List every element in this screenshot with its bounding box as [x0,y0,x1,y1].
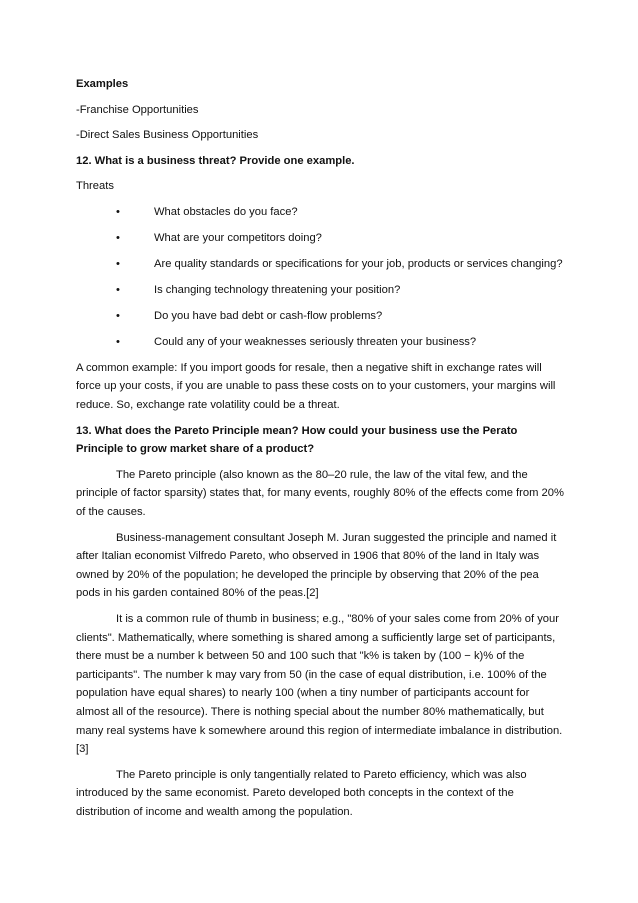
bullet-icon: • [116,231,120,244]
list-item [76,333,564,352]
list-item [76,281,564,300]
bullet-text: What are your competitors doing? [154,231,322,244]
bullet-icon: • [116,283,120,296]
example-item-franchise: -Franchise Opportunities [76,103,199,116]
list-item [76,307,564,326]
list-item [76,203,564,222]
bullet-text: Is changing technology threatening your position? [154,283,401,296]
pareto-paragraph-2: Business-management consultant Joseph M. Juran suggested the principle and named it after Italian economist Vilfredo Pareto, who observed in 1906 that 80% of the land in Italy was owned by 20% of the population; he developed the principle by observing that 20% of the pea pods in his garden contained 80% of the peas.[2] [76,531,557,600]
bullet-text: Do you have bad debt or cash-flow problems? [154,309,383,322]
threat-example-paragraph: A common example: If you import goods for resale, then a negative shift in exchange rates will force up your costs, if you are unable to pass these costs on to your customers, your margins will reduce. So, exchange rate volatility could be a threat. [76,361,556,412]
bullet-icon: • [116,205,120,218]
pareto-paragraph-4: The Pareto principle is only tangentially related to Pareto efficiency, which was also introduced by the same economist. Pareto developed both concepts in the context of the distribution of income and wealth among the population. [76,768,527,818]
list-item [76,229,564,248]
bullet-icon: • [116,335,120,348]
question-12-heading: 12. What is a business threat? Provide one example. [76,154,355,167]
pareto-paragraph-3: It is a common rule of thumb in business; e.g., "80% of your sales come from 20% of your clients". Mathematically, where something is shared among a sufficiently large set of participants, there must be a number k between 50 and 100 such that "k% is taken by (100 − k)% of the participants". The number k may vary from 50 (in the case of equal distribution, i.e. 100% of the population have equal shares) to nearly 100 (when a tiny number of participants account for almost all of the resource). There is nothing special about the number 80% mathematically, but many real systems have k somewhere around this region of intermediate imbalance in distribution.[3] [76,613,563,756]
bullet-icon: • [116,257,120,270]
examples-heading: Examples [76,78,129,90]
bullet-text: Could any of your weaknesses seriously threaten your business? [154,335,477,348]
document-page [76,75,564,829]
threats-bullet-list [76,203,564,352]
bullet-icon: • [116,309,120,322]
list-item [76,255,564,274]
bullet-text: Are quality standards or specifications for your job, products or services changing? [154,257,563,270]
example-item-direct-sales: -Direct Sales Business Opportunities [76,129,259,142]
pareto-paragraph-1: The Pareto principle (also known as the 80–20 rule, the law of the vital few, and the principle of factor sparsity) states that, for many events, roughly 80% of the effects come from 20% of the causes. [76,468,564,519]
bullet-text: What obstacles do you face? [154,205,298,218]
threats-label: Threats [76,180,114,193]
question-13-heading: 13. What does the Pareto Principle mean? How could your business use the Perato Principle to grow market share of a product? [76,424,518,456]
